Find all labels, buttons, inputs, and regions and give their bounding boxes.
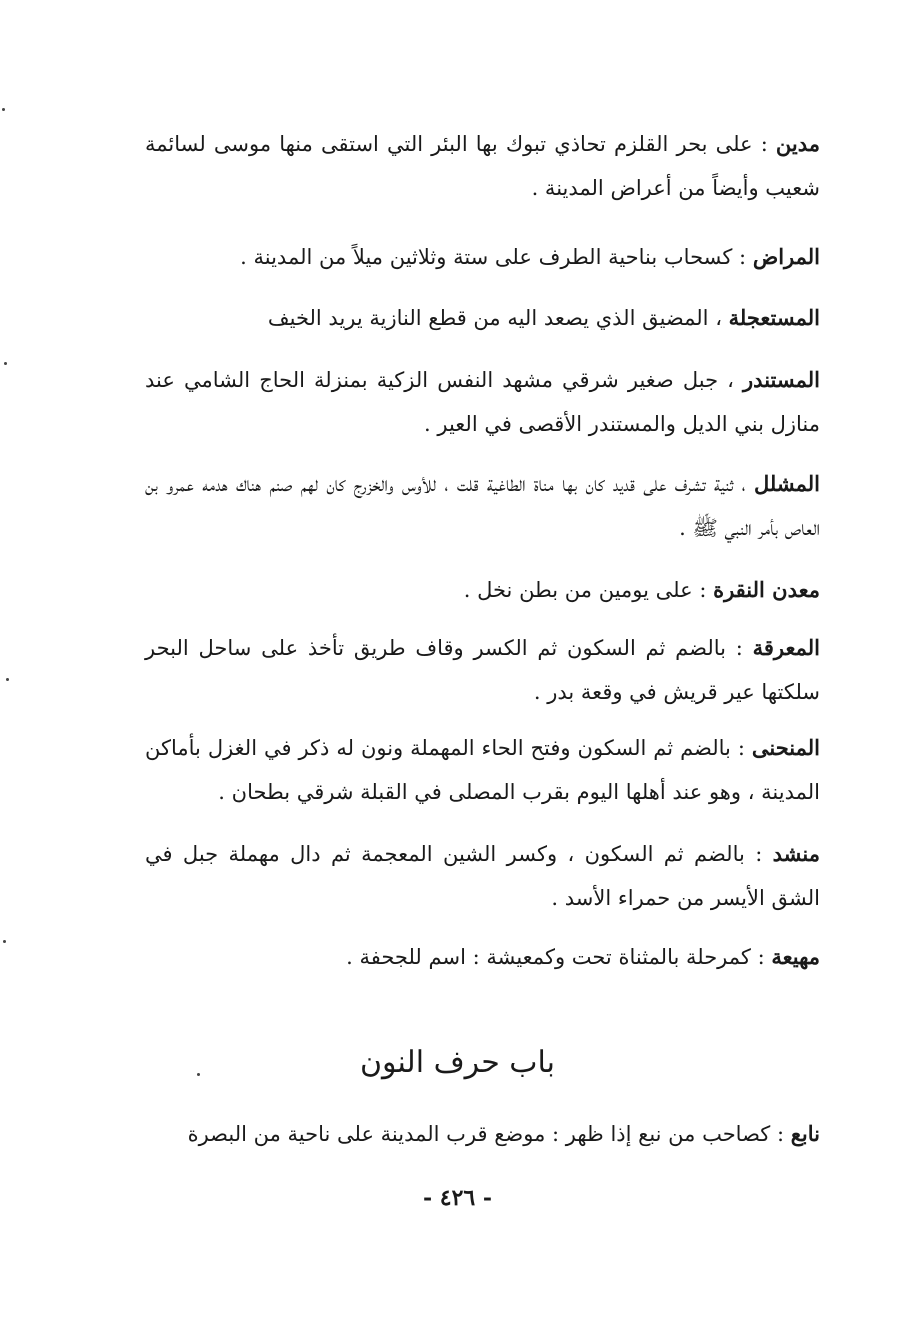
entry-madyan xyxy=(145,122,820,210)
entry-al-mustajila xyxy=(145,296,820,340)
entry-term: المعرقة xyxy=(752,635,820,660)
entry-separator: : xyxy=(725,636,753,660)
entry-term: نابع xyxy=(790,1121,820,1146)
entry-munshid xyxy=(145,832,820,920)
entry-separator: : xyxy=(750,945,772,969)
entry-mahyaa xyxy=(145,935,820,979)
entry-separator: : xyxy=(692,578,714,602)
entry-text: كسحاب بناحية الطرف على ستة وثلاثين ميلاً من المدينة . xyxy=(240,245,733,269)
entry-al-mustandar xyxy=(145,358,820,446)
entry-separator: ، xyxy=(718,368,744,392)
entry-text: المضيق الذي يصعد اليه من قطع النازية يريد الخيف xyxy=(267,306,709,330)
page-number: - ٤٢٦ - xyxy=(422,1185,493,1211)
entry-text: بالضم ثم السكون ثم الكسر وقاف طريق تأخذ على ساحل البحر سلكتها عير قريش في وقعة بدر . xyxy=(145,636,820,704)
entry-al-marad xyxy=(145,235,820,279)
entry-term: المنحنى xyxy=(751,735,820,760)
entry-text: على بحر القلزم تحاذي تبوك بها البئر التي استقى منها موسى لسائمة شعيب وأيضاً من أعراض المدينة . xyxy=(145,132,820,200)
entry-separator: : xyxy=(770,1122,791,1146)
entry-separator: ، xyxy=(708,306,729,330)
entry-al-muriqa xyxy=(145,626,820,714)
entry-term: مهيعة xyxy=(771,944,820,969)
entry-term: المستندر xyxy=(743,367,820,392)
entry-al-munhana xyxy=(145,726,820,814)
scan-speck xyxy=(3,940,6,943)
entry-text: كصاحب من نبع إذا ظهر : موضع قرب المدينة على ناحية من البصرة xyxy=(187,1122,771,1146)
entry-term: مدين xyxy=(775,131,820,156)
entry-text: كمرحلة بالمثناة تحت وكمعيشة : اسم للجحفة . xyxy=(346,945,751,969)
entry-separator: : xyxy=(752,132,776,156)
entry-text: ثنية تشرف على قديد كان بها مناة الطاغية قلت ، للأوس والخزرج كان لهم صنم هناك هدمه عمرو بن العاص بأمر النبي ﷺ . xyxy=(145,472,820,540)
scan-speck xyxy=(2,108,5,111)
entry-term: المشلل xyxy=(754,471,820,496)
entry-text: جبل صغير شرقي مشهد النفس الزكية بمنزلة الحاج الشامي عند منازل بني الديل والمستندر الأقصى في العير . xyxy=(145,368,820,436)
entry-text: على يومين من بطن نخل . xyxy=(463,578,693,602)
entry-al-mushallal xyxy=(145,462,820,550)
entry-separator: : xyxy=(744,842,773,866)
entry-term: معدن النقرة xyxy=(713,577,820,602)
entry-term: المراض xyxy=(752,244,820,269)
scan-speck xyxy=(197,1073,200,1076)
section-heading: باب حرف النون xyxy=(359,1045,556,1080)
entry-separator: ، xyxy=(733,472,755,496)
entry-term: المستعجلة xyxy=(728,305,820,330)
entry-term: منشد xyxy=(772,841,820,866)
scan-speck xyxy=(6,678,9,681)
entry-text: بالضم ثم السكون وفتح الحاء المهملة ونون له ذكر في الغزل بأماكن المدينة ، وهو عند أهلها اليوم بقرب المصلى في القبلة شرقي بطحان . xyxy=(145,736,820,804)
entry-separator: : xyxy=(732,245,753,269)
entry-separator: : xyxy=(730,736,752,760)
entry-text: بالضم ثم السكون ، وكسر الشين المعجمة ثم دال مهملة جبل في الشق الأيسر من حمراء الأسد . xyxy=(145,842,820,910)
entry-madin-al-naqra xyxy=(145,568,820,612)
scan-speck xyxy=(4,362,7,365)
entry-nabi xyxy=(145,1112,820,1156)
